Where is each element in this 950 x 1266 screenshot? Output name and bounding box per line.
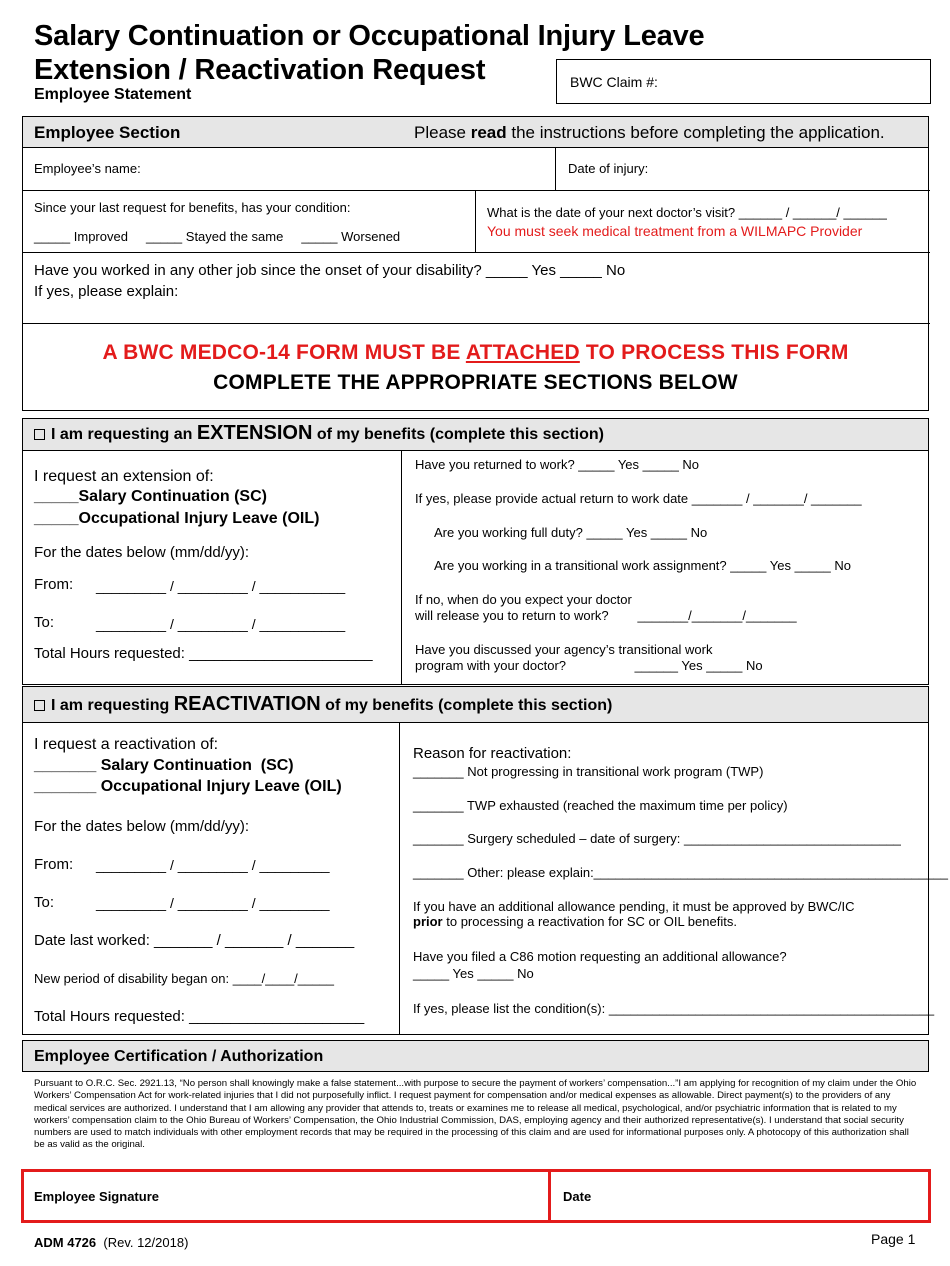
- extension-to-date[interactable]: _________ / _________ / ___________: [96, 616, 346, 632]
- medco14-notice: A BWC MEDCO-14 FORM MUST BE ATTACHED TO PROCESS THIS FORM: [102, 341, 849, 364]
- extension-from-date[interactable]: _________ / _________ / ___________: [96, 578, 346, 594]
- form-subtitle: Employee Statement: [34, 86, 192, 103]
- reactivation-oil-option[interactable]: _______ Occupational Injury Leave (OIL): [34, 778, 342, 795]
- signature-divider: [548, 1169, 551, 1223]
- c86-options[interactable]: _____ Yes _____ No: [413, 966, 534, 981]
- claim-number-label: BWC Claim #:: [570, 74, 658, 90]
- discussed-question-line2[interactable]: program with your doctor? ______ Yes _____ No: [415, 658, 763, 673]
- date-of-injury-field[interactable]: Date of injury:: [568, 161, 649, 176]
- release-question-line1: If no, when do you expect your doctor: [415, 592, 632, 607]
- signature-date-field[interactable]: Date: [563, 1189, 592, 1204]
- reactivation-from-date[interactable]: _________ / _________ / _________: [96, 857, 330, 873]
- extension-request-label: I request an extension of:: [34, 468, 214, 485]
- other-job-explain[interactable]: If yes, please explain:: [34, 283, 179, 300]
- instructions-notice: Please read the instructions before completing the application.: [414, 123, 885, 142]
- reactivation-checkbox[interactable]: [34, 700, 45, 711]
- claim-number-field[interactable]: [556, 59, 931, 104]
- reactivation-dates-label: For the dates below (mm/dd/yy):: [34, 818, 250, 835]
- transitional-work-question[interactable]: Are you working in a transitional work assignment? _____ Yes _____ No: [434, 558, 851, 573]
- new-disability-period[interactable]: New period of disability began on: ____/____/_____: [34, 971, 334, 986]
- release-question-line2[interactable]: will release you to return to work? _______/_______/_______: [415, 608, 797, 623]
- employee-signature-field[interactable]: Employee Signature: [34, 1189, 159, 1204]
- full-duty-question[interactable]: Are you working full duty? _____ Yes _____ No: [434, 525, 708, 540]
- certification-legal-text: Pursuant to O.R.C. Sec. 2921.13, “No person shall knowingly make a false statement...with purpose to secure the payment of workers’ compensation...”I am applying for recognition of my claim under the Ohio Workers’ Compensation Act for work-related injuries that I did not purposefully inflict. I request payment for compensation and/or medical expenses as allowable. Direct payment(s) to the providers of any medical services are authorized. I understand that I am allowing any provider that attends to, treats or examines me to release all medical, psychological, and/or psychiatric information that is related to my workers’ compensation claim to the Ohio Bureau of Workers’ Compensation, the Ohio Industrial Commission, DAS, employing agency and their authorized representative(s). I understand that social security numbers are used to match individuals with other employment records that may be required in the processing of this claim and are used for informational purposes only. A photocopy of this authorization shall be as valid as the original.: [34, 1078, 917, 1151]
- other-job-question[interactable]: Have you worked in any other job since the onset of your disability? _____ Yes _____ No: [34, 262, 626, 279]
- form-identifier: ADM 4726 (Rev. 12/2018): [34, 1235, 189, 1250]
- returned-to-work-question[interactable]: Have you returned to work? _____ Yes _____ No: [415, 457, 700, 472]
- employee-section-header: [23, 117, 928, 148]
- extension-checkbox-label[interactable]: I am requesting an EXTENSION of my benefits (complete this section): [34, 422, 604, 445]
- return-date-question[interactable]: If yes, please provide actual return to work date _______ / _______/ _______: [415, 491, 862, 506]
- extension-to-label: To:: [34, 614, 55, 631]
- complete-sections-notice: COMPLETE THE APPROPRIATE SECTIONS BELOW: [213, 371, 738, 394]
- reason-other[interactable]: _______ Other: please explain:_________________________________________________: [413, 865, 948, 880]
- reason-surgery[interactable]: _______ Surgery scheduled – date of surgery: ______________________________: [413, 831, 901, 846]
- reason-twp[interactable]: _______ Not progressing in transitional work program (TWP): [413, 764, 764, 779]
- discussed-question-line1: Have you discussed your agency’s transitional work: [415, 642, 713, 657]
- reactivation-to-label: To:: [34, 894, 55, 911]
- employee-section-heading: Employee Section: [34, 123, 181, 142]
- reactivation-request-label: I request a reactivation of:: [34, 736, 219, 753]
- extension-checkbox[interactable]: [34, 429, 45, 440]
- reactivation-checkbox-label[interactable]: I am requesting REACTIVATION of my benefits (complete this section): [34, 693, 612, 716]
- condition-options[interactable]: _____ Improved _____ Stayed the same _____ Worsened: [34, 229, 401, 244]
- extension-oil-option[interactable]: _____Occupational Injury Leave (OIL): [34, 510, 320, 527]
- reactivation-total-hours[interactable]: Total Hours requested: _____________________: [34, 1008, 365, 1025]
- form-title-line1: Salary Continuation or Occupational Injury Leave: [34, 20, 705, 52]
- extension-total-hours[interactable]: Total Hours requested: ______________________: [34, 645, 373, 662]
- form-title-line2: Extension / Reactivation Request: [34, 54, 486, 86]
- extension-sc-option[interactable]: _____Salary Continuation (SC): [34, 488, 267, 505]
- doctor-visit-question[interactable]: What is the date of your next doctor’s visit? ______ / ______/ ______: [487, 205, 887, 220]
- reactivation-reason-label: Reason for reactivation:: [413, 745, 572, 762]
- allowance-note: If you have an additional allowance pending, it must be approved by BWC/IC prior to processing a reactivation for SC or OIL benefits.: [413, 899, 855, 929]
- date-last-worked[interactable]: Date last worked: _______ / _______ / _______: [34, 932, 355, 949]
- reason-twp-exhausted[interactable]: _______ TWP exhausted (reached the maximum time per policy): [413, 798, 788, 813]
- condition-question: Since your last request for benefits, has your condition:: [34, 200, 351, 215]
- extension-section-header: [23, 419, 928, 451]
- reactivation-to-date[interactable]: _________ / _________ / _________: [96, 895, 330, 911]
- reactivation-from-label: From:: [34, 856, 74, 873]
- reactivation-sc-option[interactable]: _______ Salary Continuation (SC): [34, 757, 294, 774]
- certification-header: [22, 1040, 929, 1072]
- certification-heading: Employee Certification / Authorization: [34, 1048, 324, 1065]
- reactivation-section-header: [23, 687, 928, 723]
- page-number: Page 1: [871, 1231, 916, 1247]
- extension-dates-label: For the dates below (mm/dd/yy):: [34, 544, 250, 561]
- conditions-list[interactable]: If yes, please list the condition(s): _____________________________________________: [413, 1001, 935, 1016]
- extension-from-label: From:: [34, 576, 74, 593]
- c86-question: Have you filed a C86 motion requesting an additional allowance?: [413, 949, 787, 964]
- doctor-visit-warning: You must seek medical treatment from a WILMAPC Provider: [487, 223, 863, 239]
- employee-name-field[interactable]: Employee’s name:: [34, 161, 141, 176]
